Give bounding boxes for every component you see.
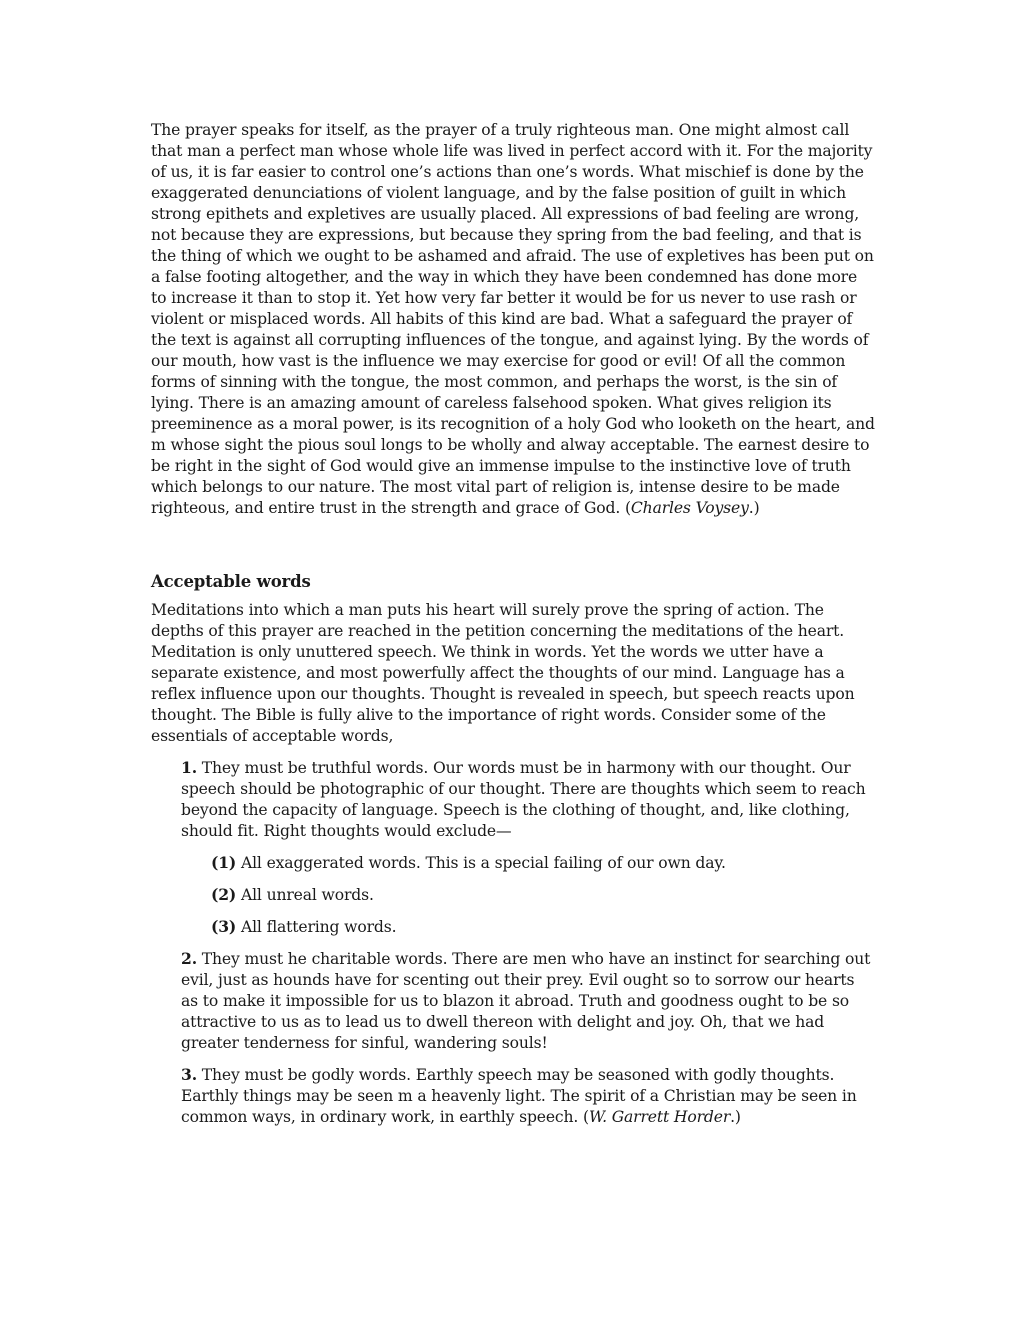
point-2 xyxy=(181,948,876,1054)
point-1 xyxy=(181,757,876,842)
point-2-number: 2. xyxy=(181,949,197,968)
point-3-number: 3. xyxy=(181,1065,197,1084)
point-2-text: They must he charitable words. There are men who have an instinct for searching out evil, just as hounds have for scenting out their prey. Evil ought so to sorrow our hearts as to make it impossible for us to blazon it abroad. Truth and goodness ought to be so attractive to us as to lead us to dwell thereon with delight and joy. Oh, that we had greater tenderness for sinful, wandering souls! xyxy=(181,950,871,1052)
point-3-text: They must be godly words. Earthly speech may be seasoned with godly thoughts. Earthly things may be seen m a heavenly light. The spirit of a Christian may be seen in common ways, in ordinary work, in earthly speech. ( xyxy=(181,1066,857,1126)
point-3 xyxy=(181,1064,876,1128)
subpoint-2-number: (2) xyxy=(211,885,237,904)
subpoint-1 xyxy=(211,852,876,874)
subpoint-1-text: All exaggerated words. This is a special failing of our own day. xyxy=(236,854,726,872)
subpoint-3-number: (3) xyxy=(211,917,237,936)
citation-close: .) xyxy=(748,499,760,517)
section-heading: Acceptable words xyxy=(151,572,311,591)
subpoint-3 xyxy=(211,916,876,938)
subpoint-2 xyxy=(211,884,876,906)
opening-paragraph-text: The prayer speaks for itself, as the prayer of a truly righteous man. One might almost call that man a perfect man whose whole life was lived in perfect accord with it. For the majority of us, it is far easier to control one’s actions than one’s words. What mischief is done by the exaggerated denunciations of violent language, and by the false position of guilt in which strong epithets and expletives are usually placed. All expressions of bad feeling are wrong, not because they are expressions, but because they spring from the bad feeling, and that is the thing of which we ought to be ashamed and afraid. The use of expletives has been put on a false footing altogether, and the way in which they have been condemned has done more to increase it than to stop it. Yet how very far better it would be for us never to use rash or violent or misplaced words. All habits of this kind are bad. What a safeguard the prayer of the text is against all corrupting influences of the tongue, and against lying. By the words of our mouth, how vast is the influence we may exercise for good or evil! Of all the common forms of sinning with the tongue, the most common, and perhaps the worst, is the sin of lying. There is an amazing amount of careless falsehood spoken. What gives religion its preeminence as a moral power, is its recognition of a holy God who looketh on the heart, and m whose sight the pious soul longs to be wholly and alway acceptable. The earnest desire to be right in the sight of God would give an immense impulse to the instinctive love of truth which belongs to our nature. The most vital part of religion is, intense desire to be made righteous, and entire trust in the strength and grace of God. ( xyxy=(151,121,875,517)
subpoint-1-number: (1) xyxy=(211,853,237,872)
point-1-number: 1. xyxy=(181,758,197,777)
subpoint-2-text: All unreal words. xyxy=(236,886,374,904)
opening-paragraph xyxy=(151,120,876,519)
subpoint-3-text: All flattering words. xyxy=(236,918,397,936)
intro-paragraph: Meditations into which a man puts his heart will surely prove the spring of action. The depths of this prayer are reached in the petition concerning the meditations of the heart. Meditation is only unuttered speech. We think in words. Yet the words we utter have a separate existence, and most powerfully affect the thoughts of our mind. Language has a reflex influence upon our thoughts. Thought is revealed in speech, but speech reacts upon thought. The Bible is fully alive to the importance of right words. Consider some of the essentials of acceptable words, xyxy=(151,601,855,745)
document-page xyxy=(151,120,876,1128)
point-3-citation-close: .) xyxy=(730,1108,741,1126)
citation-w-garrett-horder: W. Garrett Horder xyxy=(588,1108,731,1126)
point-1-text: They must be truthful words. Our words must be in harmony with our thought. Our speech should be photographic of our thought. There are thoughts which seem to reach beyond the capacity of language. Speech is the clothing of thought, and, like clothing, should fit. Right thoughts would exclude— xyxy=(181,759,866,840)
citation-charles-voysey: Charles Voysey xyxy=(630,499,749,517)
